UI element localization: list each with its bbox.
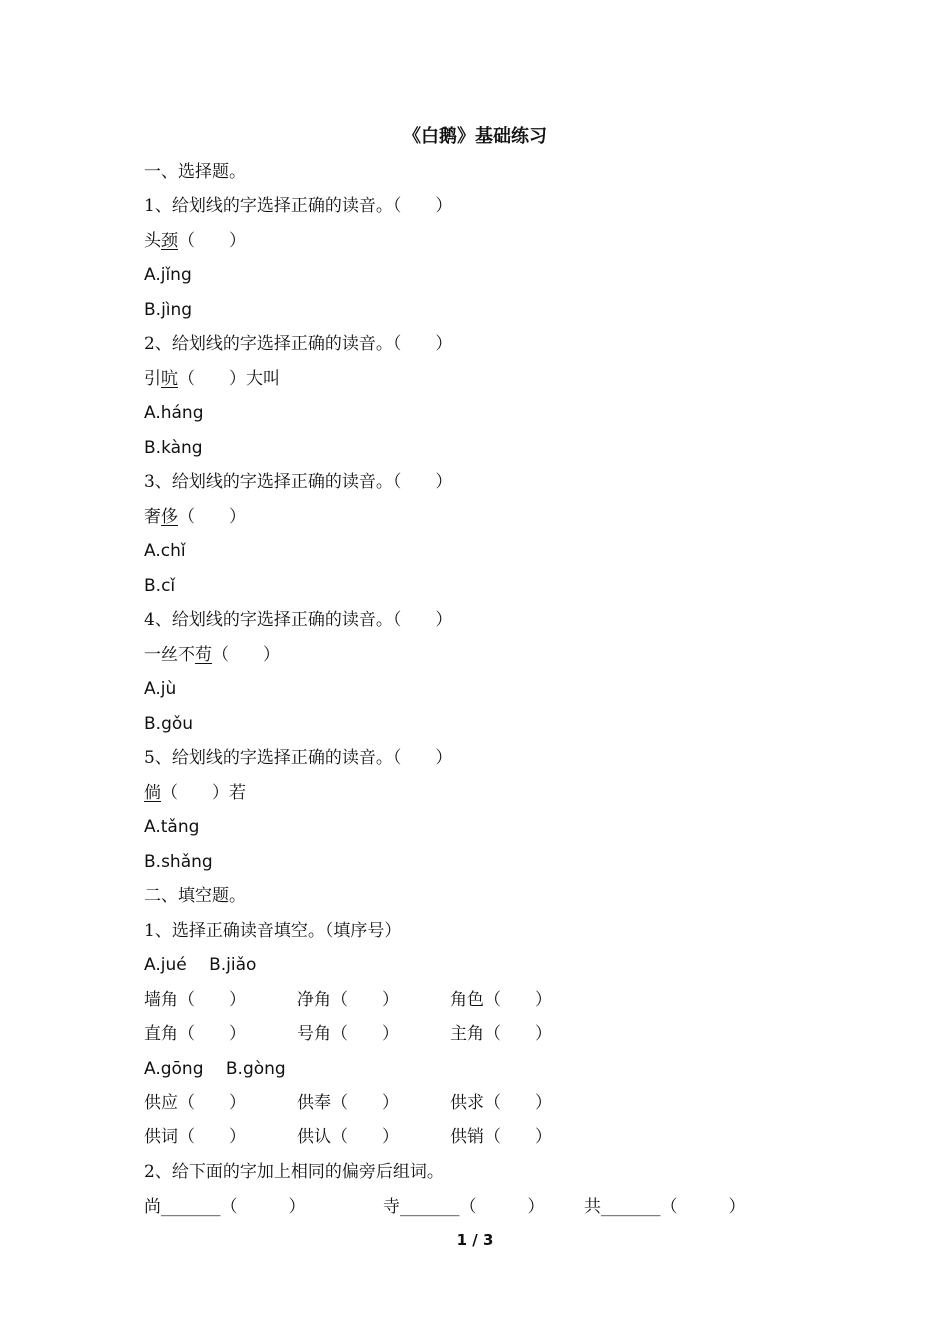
- option-b: B.gǒu: [144, 714, 194, 734]
- option-b: B.cǐ: [144, 576, 176, 596]
- section-heading-choice: 一、选择题。: [144, 162, 246, 182]
- fill-item: 墙角（ ）: [144, 990, 246, 1010]
- option-b: B.kàng: [144, 438, 203, 458]
- question-stem: 2、给下面的字加上相同的偏旁后组词。: [144, 1162, 444, 1182]
- radical-fill-item: 尚_______（ ）: [144, 1197, 306, 1217]
- radical-fill-item: 寺_______（ ）: [383, 1197, 545, 1217]
- underlined-char: 苟: [195, 645, 212, 665]
- section-heading-fill: 二、填空题。: [144, 886, 246, 906]
- question-word: 引吭（ ）大叫: [144, 369, 280, 389]
- reading-options: A.gōng B.gòng: [144, 1059, 286, 1079]
- question-stem: 3、给划线的字选择正确的读音。（ ）: [144, 472, 453, 492]
- reading-options: A.jué B.jiǎo: [144, 955, 257, 975]
- option-a: A.chǐ: [144, 541, 186, 561]
- option-b: B.shǎng: [144, 852, 213, 872]
- page-number: 1 / 3: [456, 1231, 494, 1249]
- question-word: 头颈（ ）: [144, 231, 246, 251]
- underlined-char: 侈: [161, 507, 178, 527]
- option-a: A.jù: [144, 679, 177, 699]
- question-word: 一丝不苟（ ）: [144, 645, 280, 665]
- option-a: A.jǐng: [144, 265, 192, 285]
- underlined-char: 颈: [161, 231, 178, 251]
- option-a: A.tǎng: [144, 817, 200, 837]
- underlined-char: 吭: [161, 369, 178, 389]
- fill-item: 供销（ ）: [450, 1127, 552, 1147]
- fill-item: 角色（ ）: [450, 990, 552, 1010]
- fill-item: 主角（ ）: [450, 1024, 552, 1044]
- fill-item: 供求（ ）: [450, 1093, 552, 1113]
- page-title: 《白鹅》基础练习: [403, 126, 547, 147]
- question-stem: 1、选择正确读音填空。（填序号）: [144, 921, 402, 941]
- fill-item: 供词（ ）: [144, 1127, 246, 1147]
- fill-item: 供奉（ ）: [297, 1093, 399, 1113]
- question-word: 奢侈（ ）: [144, 507, 246, 527]
- question-stem: 2、给划线的字选择正确的读音。（ ）: [144, 334, 453, 354]
- option-a: A.háng: [144, 403, 204, 423]
- radical-fill-item: 共_______（ ）: [584, 1197, 746, 1217]
- question-word: 倘（ ）若: [144, 783, 246, 803]
- fill-item: 供认（ ）: [297, 1127, 399, 1147]
- fill-item: 供应（ ）: [144, 1093, 246, 1113]
- fill-item: 净角（ ）: [297, 990, 399, 1010]
- question-stem: 1、给划线的字选择正确的读音。（ ）: [144, 196, 453, 216]
- question-stem: 4、给划线的字选择正确的读音。（ ）: [144, 610, 453, 630]
- option-b: B.jìng: [144, 300, 193, 320]
- underlined-char: 倘: [144, 783, 161, 803]
- question-stem: 5、给划线的字选择正确的读音。（ ）: [144, 748, 453, 768]
- fill-item: 号角（ ）: [297, 1024, 399, 1044]
- fill-item: 直角（ ）: [144, 1024, 246, 1044]
